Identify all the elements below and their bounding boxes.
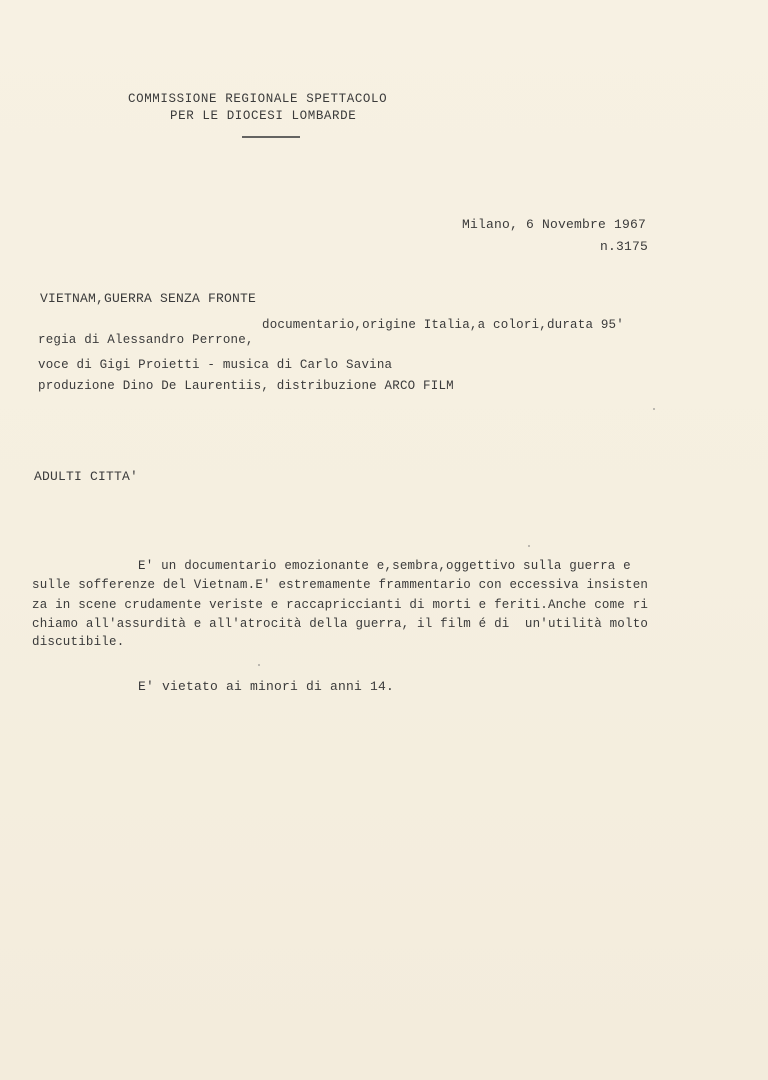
- film-title: VIETNAM,GUERRA SENZA FRONTE: [40, 291, 257, 306]
- paper-speck: [653, 408, 655, 410]
- reference-number: n.3175: [600, 239, 649, 254]
- paper-speck: [258, 664, 260, 666]
- age-restriction: E' vietato ai minori di anni 14.: [138, 679, 395, 694]
- film-voice-music: voce di Gigi Proietti - musica di Carlo Savina: [38, 358, 393, 372]
- commission-dioceses: PER LE DIOCESI LOMBARDE: [170, 109, 357, 123]
- film-production: produzione Dino De Laurentiis, distribuzione ARCO FILM: [38, 379, 454, 393]
- film-details-genre: documentario,origine Italia,a colori,durata 95': [262, 318, 624, 332]
- review-line-2: sulle sofferenze del Vietnam.E' estremamente frammentario con eccessiva insisten: [32, 578, 649, 592]
- review-line-4: chiamo all'assurdità e all'atrocità della guerra, il film é di un'utilità molto: [32, 617, 649, 631]
- paper-speck: [528, 545, 530, 547]
- review-line-5: discutibile.: [32, 635, 125, 649]
- review-line-3: za in scene crudamente veriste e raccapriccianti di morti e feriti.Anche come ri: [32, 598, 649, 612]
- header-underline: [242, 136, 300, 138]
- classification: ADULTI CITTA': [34, 469, 139, 484]
- place-date: Milano, 6 Novembre 1967: [462, 217, 647, 232]
- commission-name: COMMISSIONE REGIONALE SPETTACOLO: [128, 92, 388, 106]
- film-director: regia di Alessandro Perrone,: [38, 333, 254, 347]
- review-line-1: E' un documentario emozionante e,sembra,oggettivo sulla guerra e: [138, 559, 631, 573]
